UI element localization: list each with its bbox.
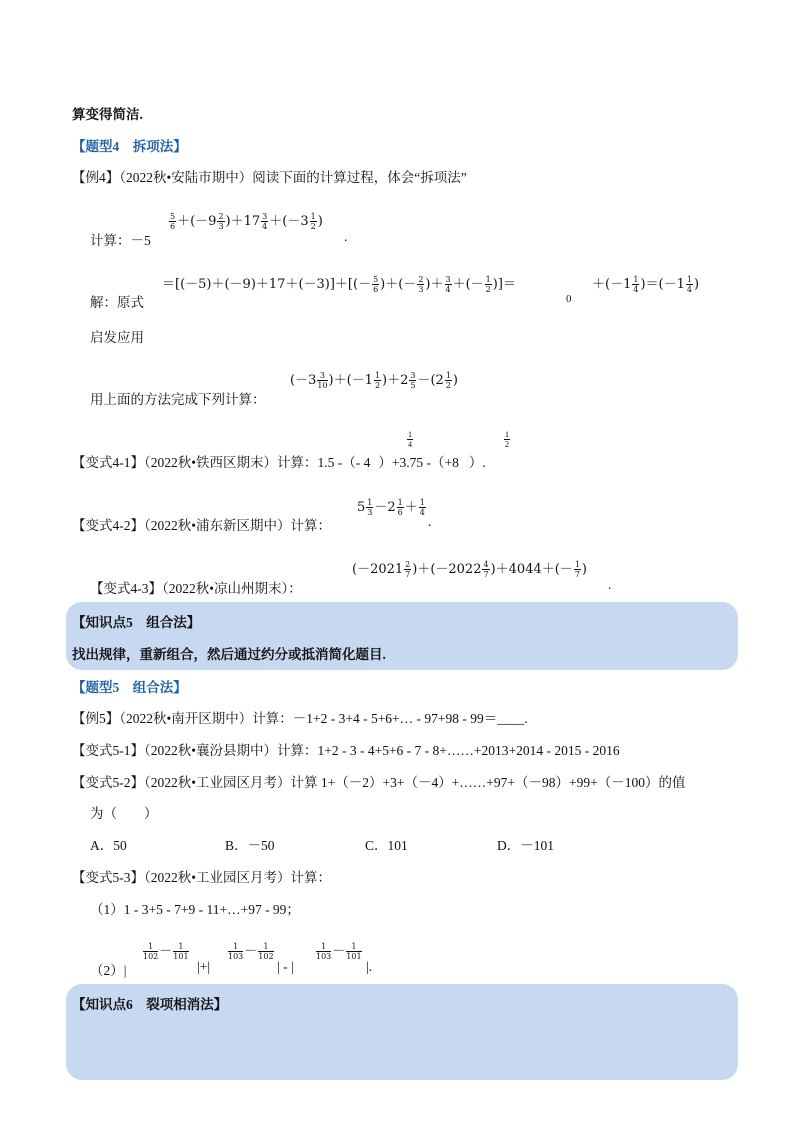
part2-mid2: | - | (277, 959, 294, 974)
type5-title: 【题型5 组合法】 (72, 680, 187, 695)
type4-title: 【题型4 拆项法】 (72, 139, 187, 154)
calc-label: 计算：－5 (90, 233, 151, 248)
calc-frac-1-2: $\frac{1}{2}$ (310, 212, 316, 231)
variant43-end: . (608, 577, 612, 592)
apply-expression: (－3 $\frac{3}{10}$ )＋(－1 $\frac{1}{2}$ )＋2 $\frac{3}{5}$ －(2 $\frac{1}{2}$ ) (290, 371, 458, 390)
calc-frac-5-6: $\frac{5}{6}$ (170, 212, 176, 231)
variant53-part1: （1）1 - 3+5 - 7+9 - 11+…+97 - 99； (90, 902, 300, 917)
knowledge5-title: 【知识点5 组合法】 (72, 615, 201, 630)
variant42-label: 【变式4-2】 (72, 518, 144, 533)
variant53-label: 【变式5-3】 (72, 870, 144, 885)
calc-end: . (344, 229, 348, 244)
variant41-mid: ）+3.75 -（+8 (378, 455, 459, 470)
variant41 (72, 451, 486, 471)
example4-text: （2022秋•安陆市期中）阅读下面的计算过程，体会“拆项法” (119, 170, 467, 185)
variant51 (72, 739, 620, 759)
variant42-text: （2022秋•浦东新区期中）计算： (144, 518, 331, 533)
variant53-part2 (90, 959, 126, 979)
variant42-end: . (428, 514, 432, 529)
example4-label: 【例4】 (72, 170, 120, 185)
example5-label: 【例5】 (72, 711, 120, 726)
knowledge5-text: 找出规律，重新组合，然后通过约分或抵消简化题目. (72, 647, 386, 662)
variant52 (72, 771, 686, 791)
variant52-text: （2022秋•工业园区月考）计算 1+（－2）+3+（－4）+……+97+（－98）+99+（－100）的值 (144, 775, 686, 790)
variant43-label: 【变式4-3】 (90, 581, 162, 596)
inspire-label: 启发应用 (90, 330, 144, 345)
option-c: C．101 (365, 838, 408, 853)
variant42-expression: 5 $\frac{1}{3}$ －2 $\frac{1}{6}$ ＋ $\frac{1}{4}$ (357, 498, 425, 517)
variant43-text: （2022秋•凉山州期末）： (162, 581, 302, 596)
variant52-text2: 为（ ） (90, 806, 158, 821)
part2-abs1: $\frac{1}{102}$ － $\frac{1}{101}$ (143, 942, 189, 961)
knowledge6-title: 【知识点6 裂项相消法】 (72, 997, 228, 1012)
apply-text: 用上面的方法完成下列计算： (90, 392, 266, 407)
option-a: A．50 (90, 838, 127, 853)
variant43 (90, 577, 302, 597)
solution-label: 解：原式 (90, 295, 144, 310)
example4 (72, 166, 467, 186)
solution-tail: ＋(－1 $\frac{1}{4}$ )＝(－1 $\frac{1}{4}$ ) (592, 275, 700, 294)
variant51-text: （2022秋•襄汾县期中）计算：1+2 - 3 - 4+5+6 - 7 - 8+……+2013+2014 - 2015 - 2016 (144, 743, 620, 758)
variant53-text: （2022秋•工业园区月考）计算： (144, 870, 331, 885)
solution-zero: 0 (566, 293, 572, 305)
option-b: B．－50 (225, 838, 275, 853)
solution-expression: ＝[(－5)＋(－9)＋17＋(－3)]＋[(－ $\frac{5}{6}$ )＋(－ $\frac{2}{3}$ )＋ $\frac{3}{4}$ ＋(－ $\frac{1}{2}$ )]＝ (162, 275, 516, 294)
variant53 (72, 866, 331, 886)
example5 (72, 707, 528, 727)
calc-frac-3-4: $\frac{3}{4}$ (262, 212, 268, 231)
part2-end: |. (366, 959, 373, 974)
variant41-text: （2022秋•铁西区期末）计算：1.5 -（- 4 (144, 455, 371, 470)
variant41-end: ）. (468, 455, 486, 470)
part2-mid1: |+| (197, 959, 211, 974)
variant51-label: 【变式5-1】 (72, 743, 144, 758)
part2-abs3: $\frac{1}{103}$ － $\frac{1}{101}$ (316, 942, 362, 961)
variant41-sup1: $\frac{1}{4}$ (408, 430, 412, 449)
variant43-expression: (－2021 $\frac{2}{7}$ )＋(－2022 $\frac{4}{7}$ )＋4044＋(－ $\frac{1}{7}$ ) (352, 560, 587, 579)
option-d: D．－101 (497, 838, 554, 853)
calc-expression: $\frac{5}{6}$ ＋(－9 $\frac{2}{3}$ )＋17 $\frac{3}{4}$ ＋(－3 $\frac{1}{2}$ ) (170, 212, 323, 231)
variant52-label: 【变式5-2】 (72, 775, 144, 790)
variant41-label: 【变式4-1】 (72, 455, 144, 470)
part2-abs2: $\frac{1}{103}$ － $\frac{1}{102}$ (228, 942, 274, 961)
variant41-sup2: $\frac{1}{2}$ (505, 430, 509, 449)
top-line: 算变得简洁. (72, 107, 143, 122)
variant42 (72, 514, 331, 534)
example5-text: （2022秋•南开区期中）计算：－1+2 - 3+4 - 5+6+… - 97+98 - 99＝____. (119, 711, 528, 726)
calc-frac-2-3: $\frac{2}{3}$ (218, 212, 224, 231)
part2-label: （2）| (90, 963, 127, 978)
